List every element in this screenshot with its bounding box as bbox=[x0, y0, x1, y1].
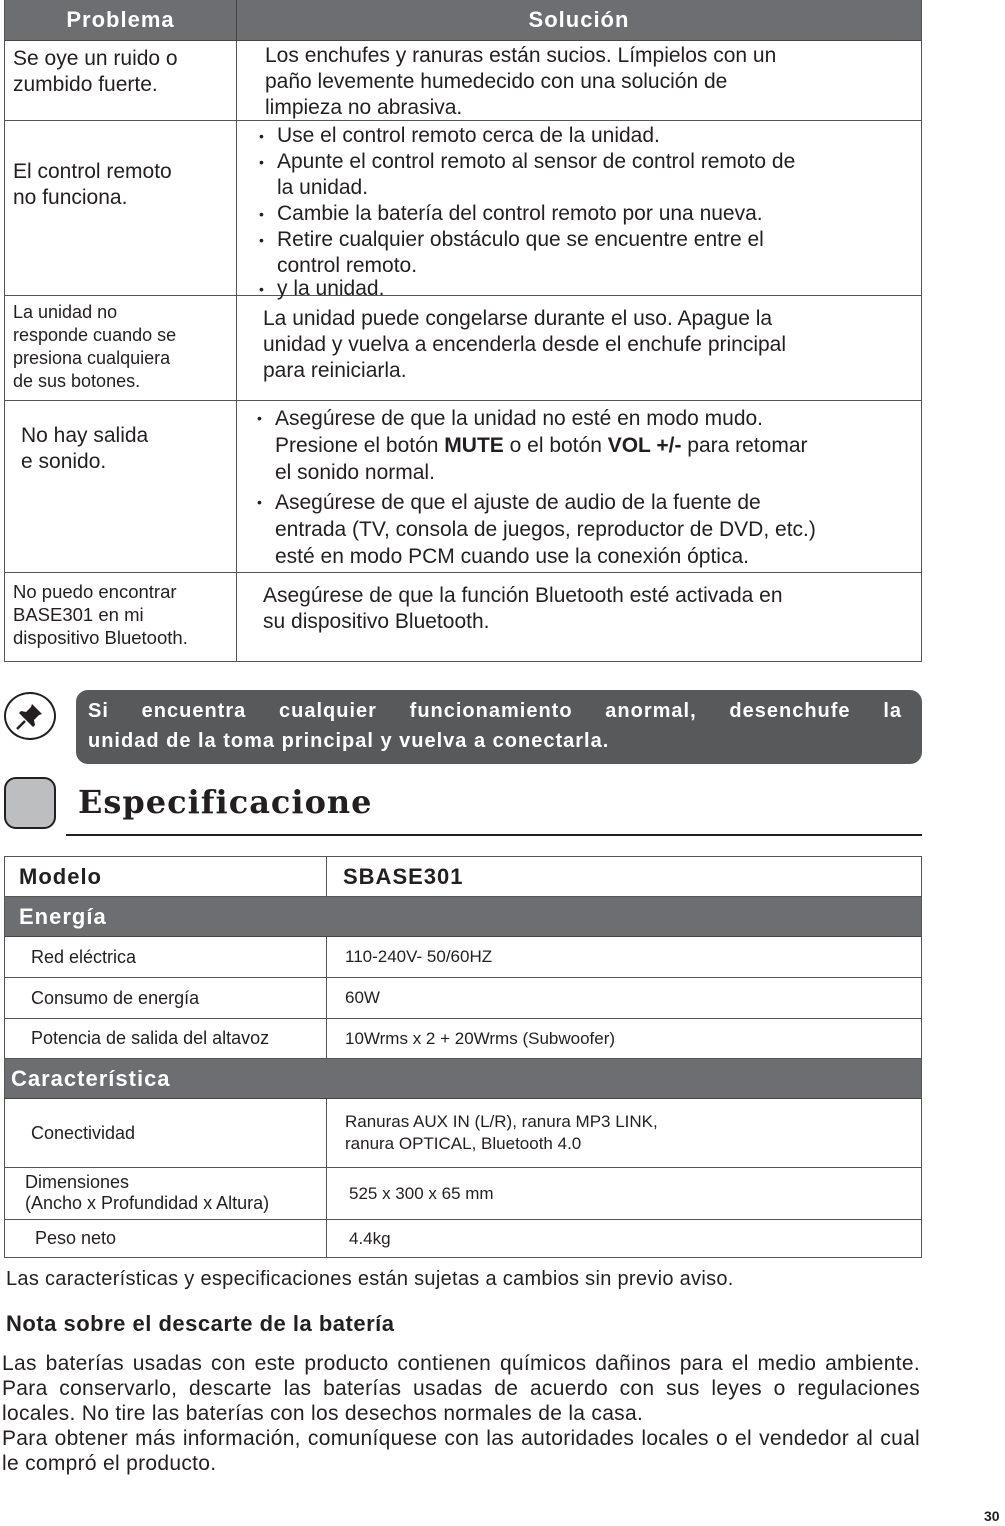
model-value: SBASE301 bbox=[343, 863, 464, 889]
table-row bbox=[5, 121, 921, 300]
page-number: 30 bbox=[984, 1508, 1000, 1524]
problem-cell: La unidad no responde cuando se presiona cualquiera de sus botones. bbox=[5, 296, 237, 400]
table-row bbox=[5, 41, 921, 121]
solution-cell bbox=[237, 401, 921, 572]
solution-cell: Asegúrese de que la función Bluetooth esté activada en su dispositivo Bluetooth. bbox=[263, 584, 783, 633]
header-problem: Problema bbox=[5, 0, 237, 40]
table-row: Red eléctrica 110-240V- 50/60HZ bbox=[5, 937, 921, 978]
specs-table bbox=[4, 856, 922, 1258]
problem-cell: El control remoto no funciona. bbox=[5, 121, 237, 295]
problem-cell: No puedo encontrar BASE301 en mi dispositivo Bluetooth. bbox=[5, 573, 237, 661]
section-title: Especificacione bbox=[78, 783, 373, 821]
list-item: • Asegúrese de que el ajuste de audio de la fuente de entrada (TV, consola de juegos, reproductor de DVD, etc.) esté en modo PCM cuando use la conexión óptica. bbox=[257, 489, 903, 570]
pushpin-icon bbox=[4, 692, 56, 740]
list-item: • Asegúrese de que la unidad no esté en modo mudo. Presione el botón MUTE o el botón VOL +/- para retomar el sonido normal. bbox=[257, 405, 903, 486]
table-row: Dimensiones (Ancho x Profundidad x Altura) 525 x 300 x 65 mm bbox=[5, 1168, 921, 1220]
section-badge bbox=[4, 777, 56, 829]
header-solution: Solución bbox=[528, 7, 630, 32]
table-row: Conectividad Ranuras AUX IN (L/R), ranura MP3 LINK, ranura OPTICAL, Bluetooth 4.0 bbox=[5, 1099, 921, 1168]
table-row: Peso neto 4.4kg bbox=[5, 1220, 921, 1258]
feature-header: Característica bbox=[5, 1059, 921, 1099]
solution-cell: La unidad puede congelarse durante el uso. Apague la unidad y vuelva a encenderla desde el enchufe principal para reiniciarla. bbox=[263, 307, 787, 382]
table-row bbox=[5, 573, 921, 662]
table-row: Consumo de energía 60W bbox=[5, 978, 921, 1019]
troubleshooting-table bbox=[4, 0, 922, 662]
disclaimer: Las características y especificaciones están sujetas a cambios sin previo aviso. bbox=[6, 1268, 734, 1290]
table-row bbox=[5, 401, 921, 573]
energy-header: Energía bbox=[5, 897, 921, 937]
list-item: • y la unidad. bbox=[259, 279, 903, 299]
battery-title: Nota sobre el descarte de la batería bbox=[6, 1311, 395, 1336]
table-row bbox=[5, 857, 921, 897]
solution-cell bbox=[237, 121, 921, 300]
list-item: • Retire cualquier obstáculo que se encuentre entre el control remoto. bbox=[259, 227, 903, 279]
model-label: Modelo bbox=[5, 857, 327, 896]
table-row bbox=[5, 296, 921, 401]
table-row: Potencia de salida del altavoz 10Wrms x 2 + 20Wrms (Subwoofer) bbox=[5, 1019, 921, 1059]
problem-cell: Se oye un ruido o zumbido fuerte. bbox=[5, 41, 237, 120]
solution-cell: Los enchufes y ranuras están sucios. Límpielos con un paño levemente humedecido con una solución de limpieza no abrasiva. bbox=[265, 44, 777, 119]
list-item: • Cambie la batería del control remoto por una nueva. bbox=[259, 201, 903, 227]
list-item: • Apunte el control remoto al sensor de control remoto de la unidad. bbox=[259, 149, 903, 201]
warning-note: Si encuentra cualquier funcionamiento anormal, desenchufe la unidad de la toma principal y vuelva a conectarla. bbox=[76, 690, 922, 764]
troubleshooting-header bbox=[5, 0, 921, 41]
problem-cell: No hay salida e sonido. bbox=[5, 401, 237, 572]
divider bbox=[66, 834, 922, 836]
list-item: • Use el control remoto cerca de la unidad. bbox=[259, 123, 903, 149]
battery-text: Las baterías usadas con este producto contienen químicos dañinos para el medio ambiente. Para conservarlo, descarte las baterías usadas de acuerdo con sus leyes o regulaciones locales. No tire las baterías con los desechos normales de la casa. Para obtener más información, comuníquese con las autoridades locales o el vendedor al cual le compró el producto. bbox=[2, 1352, 920, 1475]
